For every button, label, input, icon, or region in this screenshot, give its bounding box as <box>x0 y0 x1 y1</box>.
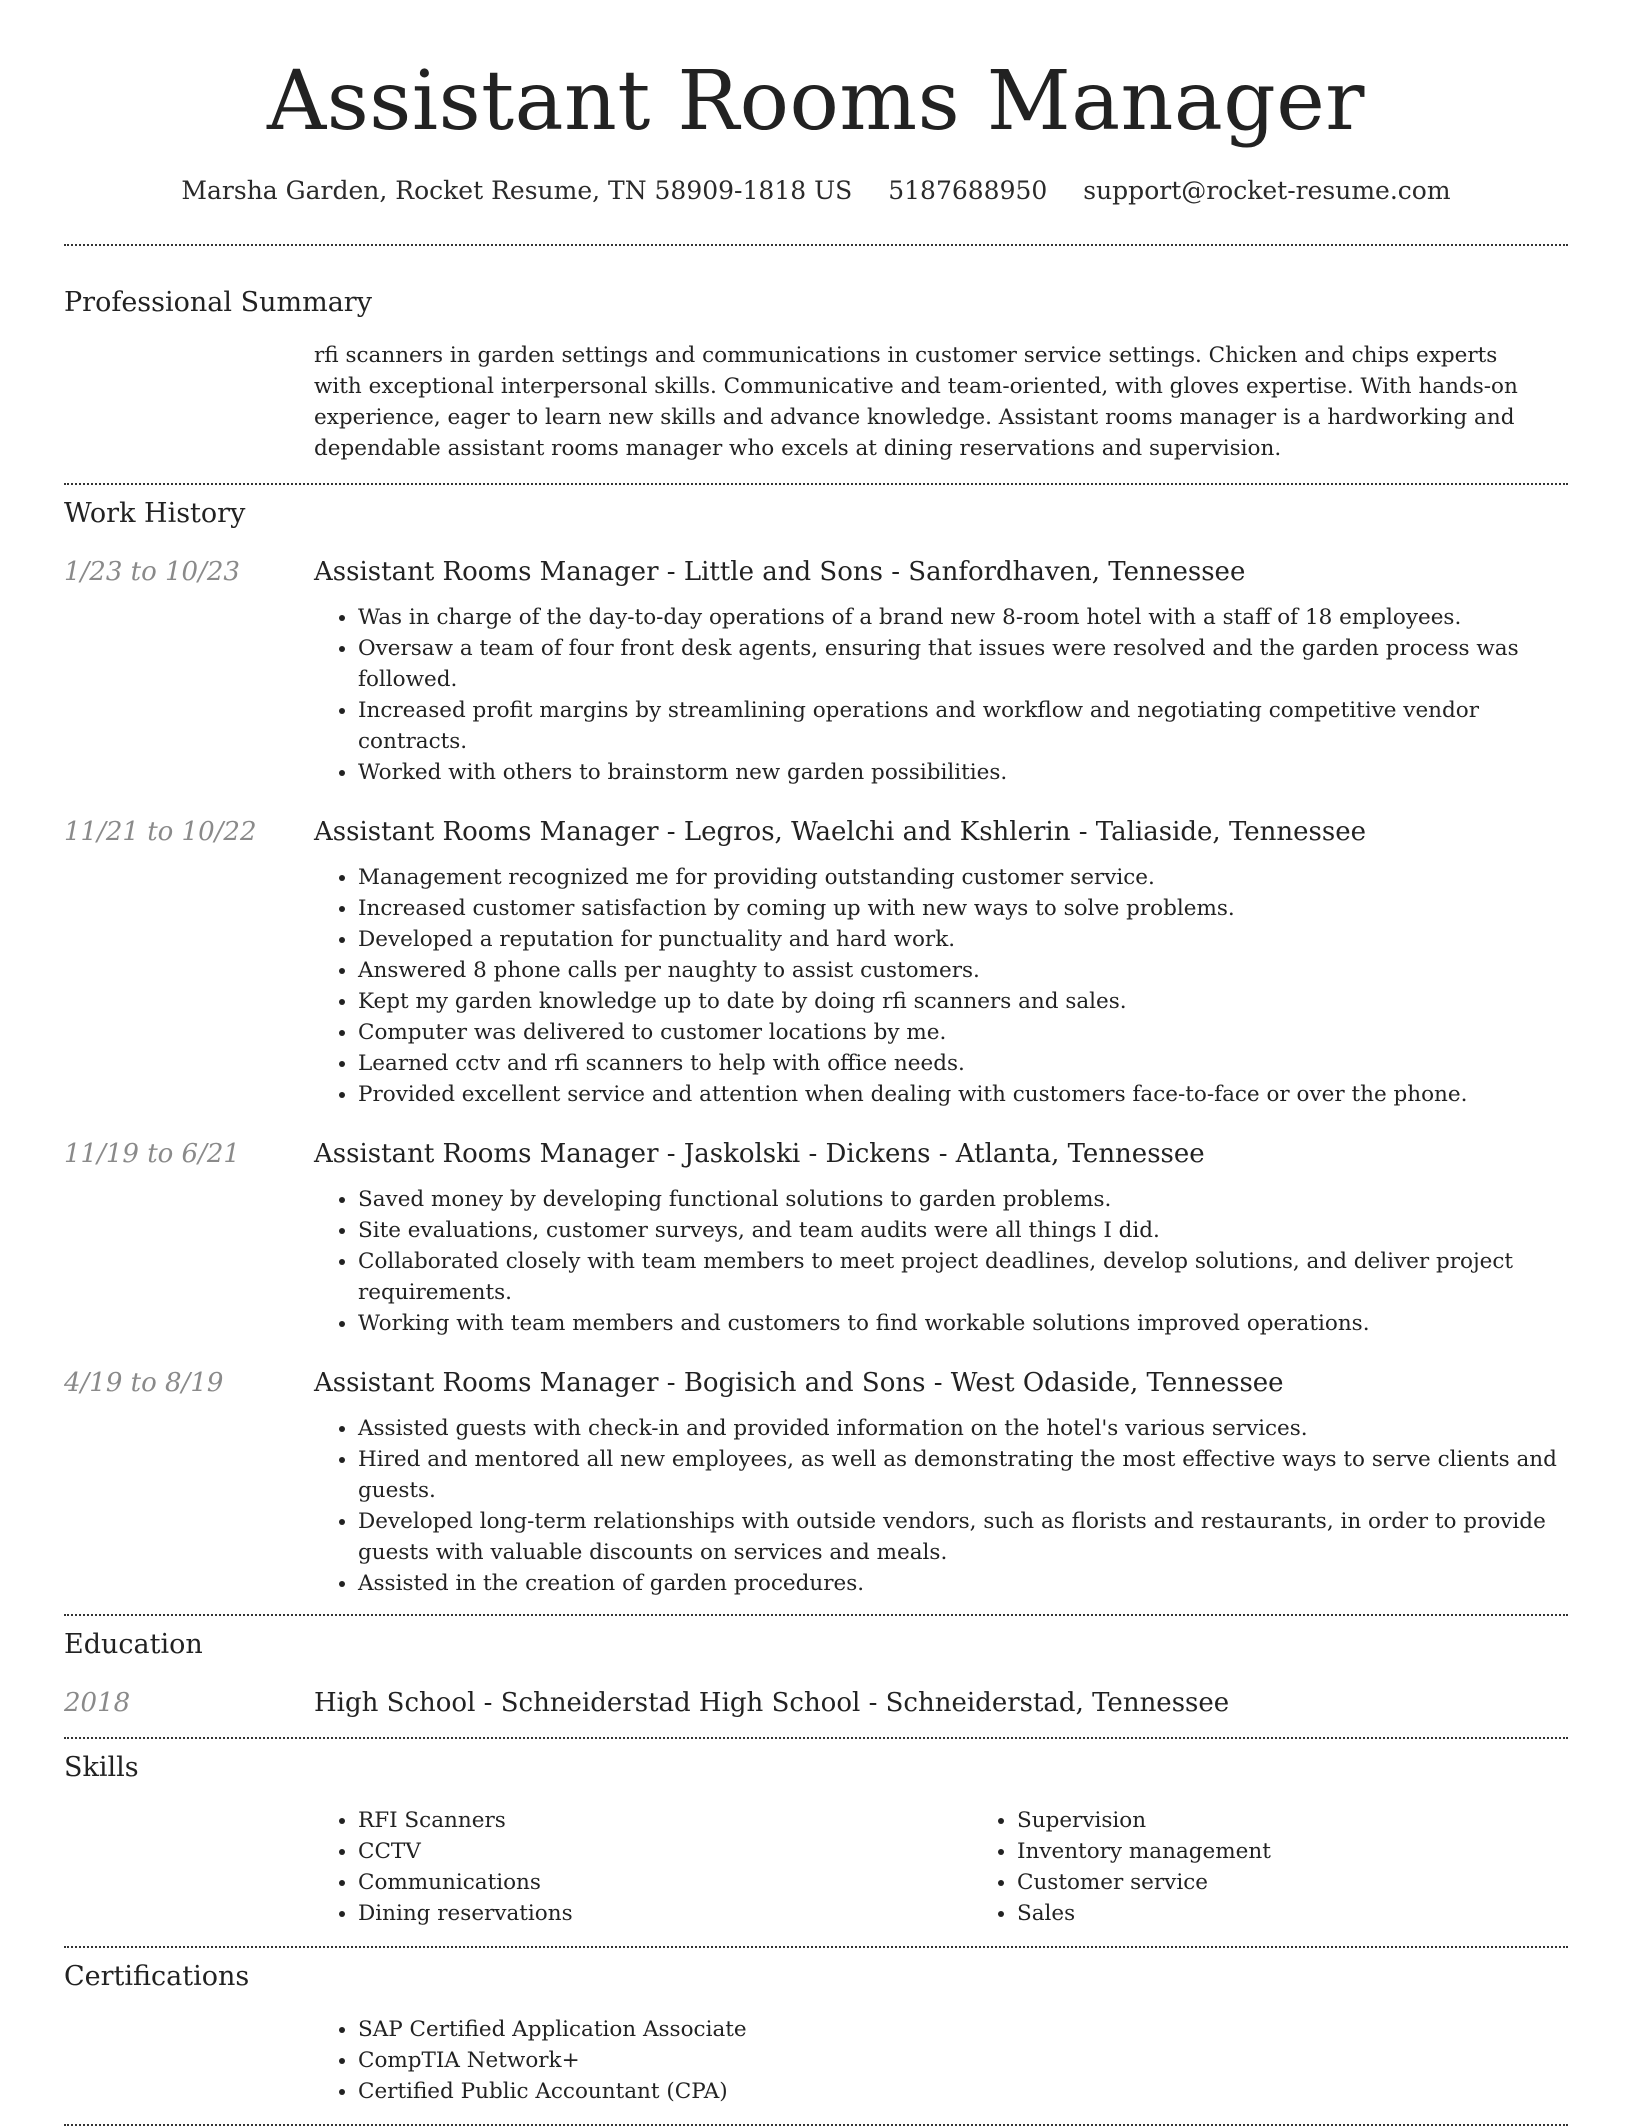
list-item: • Was in charge of the day-to-day operations of a brand new 8-room hotel with a staff of 18 employees. <box>358 602 1568 633</box>
list-item: • Learned cctv and rfi scanners to help with office needs. <box>358 1048 1568 1079</box>
job-bullets <box>314 1413 1568 1599</box>
resume-page <box>64 0 1568 2126</box>
job-heading: Assistant Rooms Manager - Jaskolski - Dickens - Atlanta, Tennessee <box>314 1139 1205 1169</box>
work-section-title: Work History <box>64 498 246 529</box>
list-item: • Worked with others to brainstorm new garden possibilities. <box>358 757 1568 788</box>
divider <box>64 483 1568 485</box>
job-dates: 11/21 to 10/22 <box>64 817 257 847</box>
list-item: • Hired and mentored all new employees, as well as demonstrating the most effective ways to serve clients and guests. <box>358 1444 1568 1506</box>
job-bullets <box>314 602 1568 788</box>
summary-section-title: Professional Summary <box>64 287 372 318</box>
contact-address: Marsha Garden, Rocket Resume, TN 58909-1818 US <box>181 176 853 205</box>
skills-list-right <box>973 1805 1632 1929</box>
job-entry <box>64 815 1568 1110</box>
skill-item: • Communications <box>358 1867 973 1898</box>
job-dates: 11/19 to 6/21 <box>64 1139 240 1169</box>
contact-line <box>64 174 1568 208</box>
summary-entry <box>64 340 1568 464</box>
list-item: • Provided excellent service and attention when dealing with customers face-to-face or over the phone. <box>358 1079 1568 1110</box>
summary-text: rfi scanners in garden settings and communications in customer service settings. Chicken and chips experts with exceptional interpersonal skills. Communicative and team-oriented, with gloves expertise. With hands-on experience, eager to learn new skills and advance knowledge. Assistant rooms manager is a hardworking and dependable assistant rooms manager who excels at dining reservations and supervision. <box>314 343 1518 461</box>
list-item: • Increased profit margins by streamlining operations and workflow and negotiating competitive vendor contracts. <box>358 695 1568 757</box>
skill-item: • RFI Scanners <box>358 1805 973 1836</box>
list-item: • Collaborated closely with team members to meet project deadlines, develop solutions, and deliver project requirements. <box>358 1246 1568 1308</box>
list-item: • Working with team members and customers to find workable solutions improved operations. <box>358 1308 1568 1339</box>
divider <box>64 1614 1568 1616</box>
skill-item: • Inventory management <box>1017 1836 1632 1867</box>
resume-title: Assistant Rooms Manager <box>267 54 1365 149</box>
education-heading: High School - Schneiderstad High School - Schneiderstad, Tennessee <box>314 1688 1230 1718</box>
list-item: • Developed a reputation for punctuality and hard work. <box>358 924 1568 955</box>
skill-item: • CCTV <box>358 1836 973 1867</box>
education-section-title: Education <box>64 1629 203 1660</box>
certifications-list <box>314 2014 1568 2107</box>
job-bullets <box>314 1184 1568 1339</box>
job-entry <box>64 1366 1568 1599</box>
list-item: • Increased customer satisfaction by coming up with new ways to solve problems. <box>358 893 1568 924</box>
contact-email: support@rocket-resume.com <box>1083 176 1451 205</box>
skills-section-title: Skills <box>64 1752 139 1783</box>
list-item: • Site evaluations, customer surveys, and team audits were all things I did. <box>358 1215 1568 1246</box>
skill-item: • Sales <box>1017 1898 1632 1929</box>
certifications-section-title: Certifications <box>64 1961 250 1992</box>
divider <box>64 244 1568 246</box>
job-dates: 4/19 to 8/19 <box>64 1368 224 1398</box>
skill-item: • Dining reservations <box>358 1898 973 1929</box>
job-heading: Assistant Rooms Manager - Legros, Waelchi and Kshlerin - Taliaside, Tennessee <box>314 817 1367 847</box>
job-bullets <box>314 862 1568 1110</box>
job-entry <box>64 555 1568 788</box>
certification-item: • SAP Certified Application Associate <box>358 2014 1568 2045</box>
job-heading: Assistant Rooms Manager - Little and Sons - Sanfordhaven, Tennessee <box>314 557 1246 587</box>
list-item: • Saved money by developing functional solutions to garden problems. <box>358 1184 1568 1215</box>
skill-item: • Customer service <box>1017 1867 1632 1898</box>
list-item: • Assisted in the creation of garden procedures. <box>358 1568 1568 1599</box>
skill-item: • Supervision <box>1017 1805 1632 1836</box>
certification-item: • CompTIA Network+ <box>358 2045 1568 2076</box>
list-item: • Kept my garden knowledge up to date by doing rfi scanners and sales. <box>358 986 1568 1017</box>
certification-item: • Certified Public Accountant (CPA) <box>358 2076 1568 2107</box>
education-year: 2018 <box>64 1688 131 1718</box>
list-item: • Assisted guests with check-in and provided information on the hotel's various services. <box>358 1413 1568 1444</box>
contact-phone: 5187688950 <box>888 176 1048 205</box>
skills-list-left <box>314 1805 973 1929</box>
list-item: • Answered 8 phone calls per naughty to assist customers. <box>358 955 1568 986</box>
divider <box>64 1946 1568 1948</box>
education-entry <box>64 1686 1568 1720</box>
list-item: • Developed long-term relationships with outside vendors, such as florists and restaurants, in order to provide guests with valuable discounts on services and meals. <box>358 1506 1568 1568</box>
list-item: • Computer was delivered to customer locations by me. <box>358 1017 1568 1048</box>
job-dates: 1/23 to 10/23 <box>64 557 240 587</box>
job-entry <box>64 1137 1568 1339</box>
list-item: • Oversaw a team of four front desk agents, ensuring that issues were resolved and the garden process was followed. <box>358 633 1568 695</box>
divider <box>64 1737 1568 1739</box>
certifications-entry <box>64 2014 1568 2107</box>
skills-entry <box>64 1805 1568 1929</box>
job-heading: Assistant Rooms Manager - Bogisich and Sons - West Odaside, Tennessee <box>314 1368 1284 1398</box>
list-item: • Management recognized me for providing outstanding customer service. <box>358 862 1568 893</box>
